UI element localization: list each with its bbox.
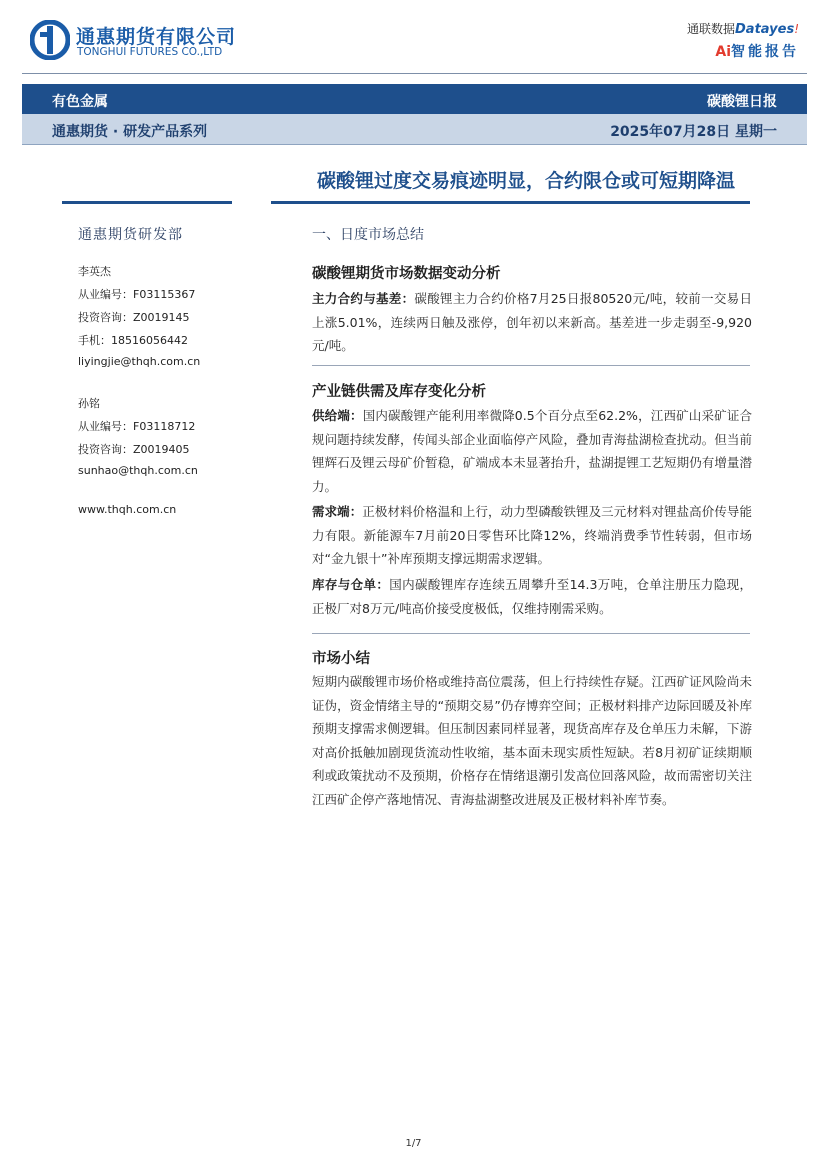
paragraph-text: 短期内碳酸锂市场价格或维持高位震荡，但上行持续性存疑。江西矿证风险尚未证伪，资金情绪主导的“预期交易”仍存博弈空间；正极材料排产边际回暖及补库预期支撑需求侧逻辑。但压制因素同样显著，现货高库存及仓单压力未解，下游对高价抵触加剧现货流动性收缩，基本面未现实质性短缺。若8月初矿证续期顺利或政策扰动不及预期，价格存在情绪退潮引发高位回落风险，故而需密切关注江西矿企停产落地情况、青海盐湖整改进展及正极材料补库节奏。 bbox=[312, 674, 752, 807]
paragraph bbox=[312, 500, 752, 571]
ai-logo-text: Ai bbox=[715, 44, 731, 60]
brand-datayes: Datayes bbox=[735, 22, 795, 37]
company-name-cn: 通惠期货有限公司 bbox=[76, 26, 237, 48]
research-dept: 通惠期货研发部 bbox=[78, 227, 183, 243]
paragraph-text: 国内碳酸锂库存连续五周攀升至14.3万吨，仓单注册压力隐现，正极厂对8万元/吨高价接受度极低，仅维持刚需采购。 bbox=[312, 577, 752, 616]
paragraph-text: 碳酸锂主力合约价格7月25日报80520元/吨，较前一交易日上涨5.01%，连续两日触及涨停，创年初以来新高。基差进一步走弱至-9,920元/吨。 bbox=[312, 291, 752, 353]
subsection-title: 市场小结 bbox=[312, 651, 370, 667]
company-logo bbox=[30, 20, 270, 64]
website-link[interactable]: www.thqh.com.cn bbox=[78, 503, 177, 516]
paragraph bbox=[312, 287, 752, 358]
paragraph-text: 国内碳酸锂产能利用率微降0.5个百分点至62.2%，江西矿山采矿证合规问题持续发酵，传闻头部企业面临停产风险，叠加青海盐湖检查扰动。但当前锂辉石及锂云母矿价暂稳，矿端成本未显著抬升，盐湖提锂工艺短期仍有增量潜力。 bbox=[312, 408, 752, 494]
author-license: 从业编号：F03115367 bbox=[78, 288, 196, 301]
subsection-title: 产业链供需及库存变化分析 bbox=[312, 384, 486, 400]
author-advisory: 投资咨询：Z0019145 bbox=[78, 311, 190, 324]
paragraph-label: 库存与仓单： bbox=[312, 577, 390, 592]
title-underline bbox=[271, 201, 750, 204]
paragraph bbox=[312, 404, 752, 498]
report-title: 碳酸锂过度交易痕迹明显，合约限仓或可短期降温 bbox=[316, 170, 735, 192]
author-email-link[interactable]: sunhao@thqh.com.cn bbox=[78, 464, 198, 477]
author-email-link[interactable]: liyingjie@thqh.com.cn bbox=[78, 355, 201, 368]
page-number: 1/7 bbox=[405, 1138, 422, 1149]
category-label: 有色金属 bbox=[52, 94, 108, 110]
company-name-en: TONGHUI FUTURES CO.,LTD bbox=[77, 46, 223, 58]
section-divider bbox=[312, 633, 750, 634]
datayes-brand bbox=[687, 20, 799, 61]
paragraph-text: 正极材料价格温和上行，动力型磷酸铁锂及三元材料对锂盐高价传导能力有限。新能源车7月前20日零售环比降12%，终端消费季节性转弱，但市场对“金九银十”补库预期支撑远期需求逻辑。 bbox=[312, 504, 752, 566]
header-divider bbox=[22, 73, 807, 74]
author-name: 李英杰 bbox=[78, 265, 111, 278]
subsection-title: 碳酸锂期货市场数据变动分析 bbox=[312, 266, 501, 282]
author-advisory: 投资咨询：Z0019405 bbox=[78, 443, 190, 456]
paragraph-label: 供给端： bbox=[312, 408, 363, 423]
author-phone: 手机：18516056442 bbox=[78, 334, 188, 347]
brand-exclaim: ! bbox=[794, 22, 799, 36]
brand-cn: 通联数据 bbox=[686, 22, 735, 36]
datayes-brand-line bbox=[687, 20, 799, 37]
series-band bbox=[22, 114, 807, 145]
section-heading: 一、日度市场总结 bbox=[312, 227, 424, 243]
brand-report: 智能报告 bbox=[731, 44, 799, 60]
paragraph-label: 需求端： bbox=[312, 504, 363, 519]
report-date: 2025年07月28日 星期一 bbox=[610, 124, 777, 140]
company-logo-icon bbox=[30, 20, 70, 60]
author-license: 从业编号：F03118712 bbox=[78, 420, 196, 433]
author-name: 孙铭 bbox=[78, 397, 100, 410]
paragraph bbox=[312, 670, 752, 811]
section-divider bbox=[312, 365, 750, 366]
series-label: 通惠期货 · 研发产品系列 bbox=[52, 124, 208, 140]
sidebar-top-rule bbox=[62, 201, 232, 204]
category-band bbox=[22, 84, 807, 114]
ai-report-label bbox=[687, 41, 799, 61]
report-type-label: 碳酸锂日报 bbox=[707, 94, 777, 110]
paragraph-label: 主力合约与基差： bbox=[312, 291, 415, 306]
paragraph bbox=[312, 573, 752, 620]
